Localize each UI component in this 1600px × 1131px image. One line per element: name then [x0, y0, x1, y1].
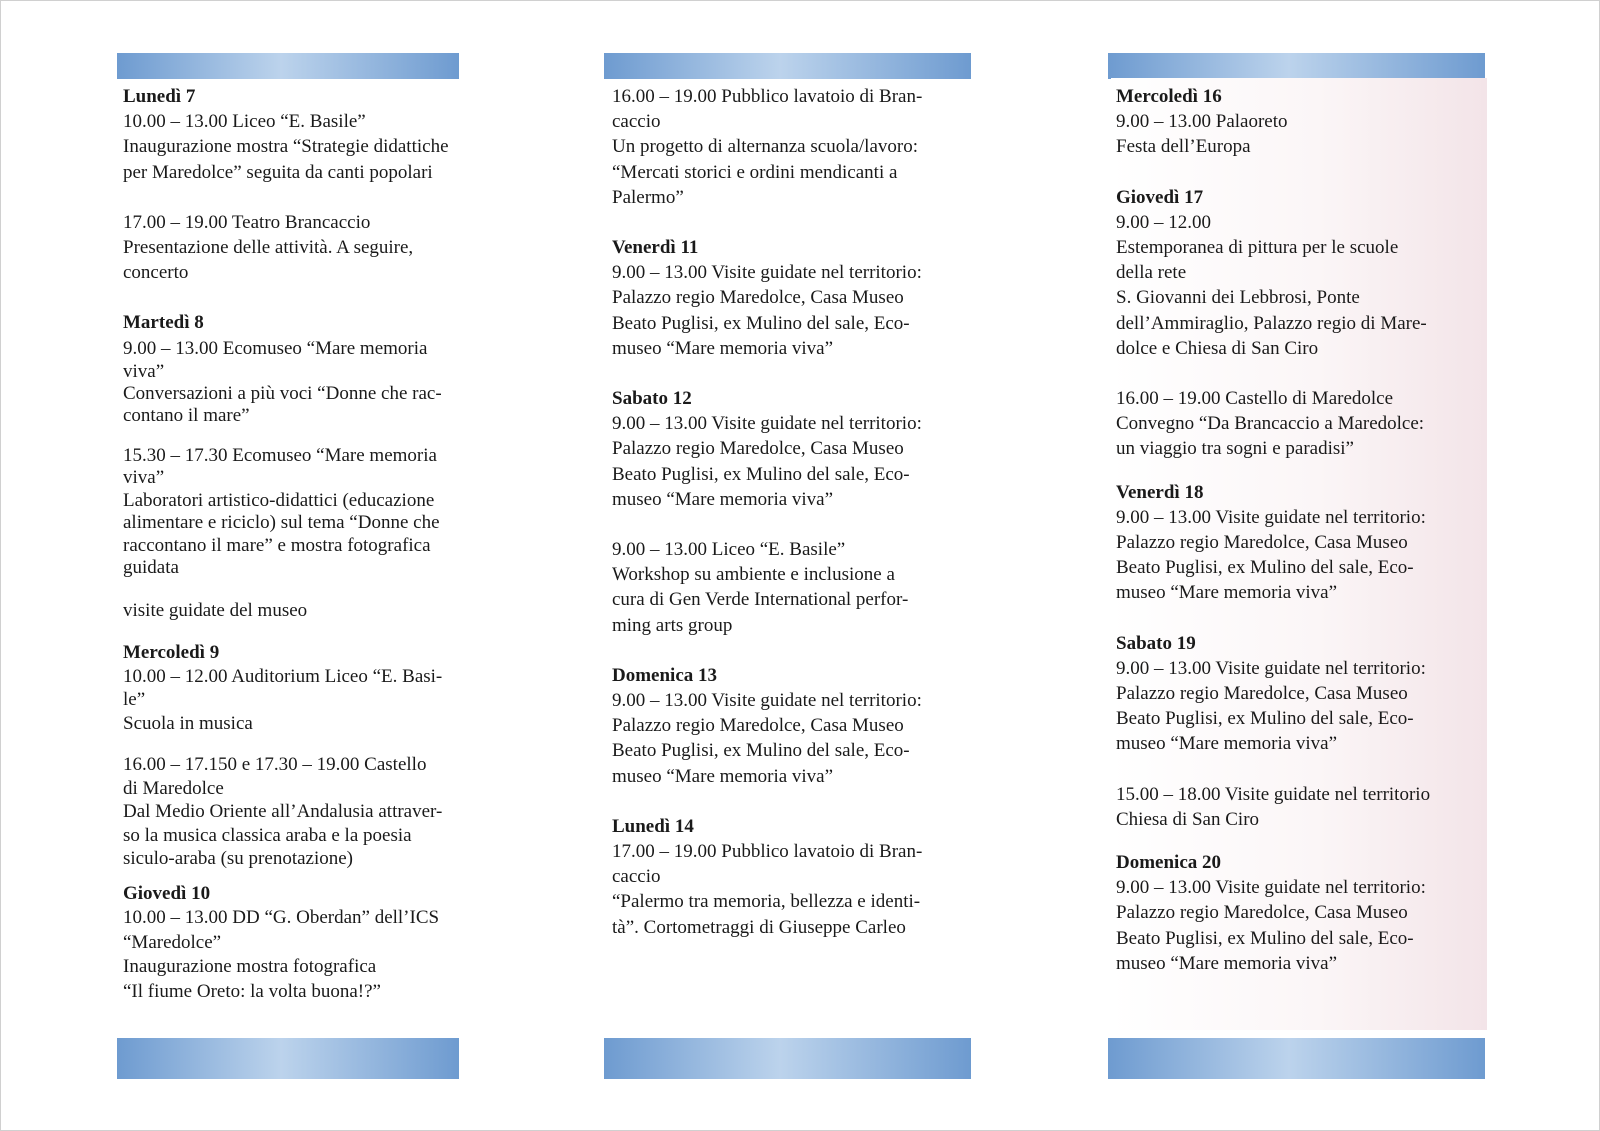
event-line: siculo-araba (su prenotazione) — [123, 848, 354, 870]
event-block — [123, 84, 463, 185]
event-line: raccontano il mare” e mostra fotografica — [123, 534, 431, 556]
event-line: Laboratori artistico-didattici (educazione — [123, 489, 435, 511]
column-2-top-bar — [604, 53, 971, 79]
event-block — [123, 882, 463, 1005]
event-line: 9.00 – 13.00 Visite guidate nel territorio: — [612, 413, 922, 435]
event-block — [1116, 782, 1476, 832]
event-block — [1116, 386, 1476, 462]
day-heading: Mercoledì 9 — [123, 642, 220, 664]
event-line: caccio — [612, 111, 661, 133]
event-block — [123, 210, 463, 286]
event-line: 16.00 – 19.00 Pubblico lavatoio di Bran- — [612, 86, 923, 107]
day-heading: Venerdì 11 — [612, 237, 699, 259]
day-heading: Lunedì 14 — [612, 815, 694, 837]
event-line: museo “Mare memoria viva” — [1116, 952, 1338, 974]
day-heading: Giovedì 10 — [123, 882, 211, 904]
event-block — [123, 445, 463, 580]
event-line: Palazzo regio Maredolce, Casa Museo — [612, 438, 904, 460]
event-line: 9.00 – 12.00 — [1116, 211, 1211, 233]
event-block — [1116, 850, 1476, 976]
column-3-bottom-bar — [1108, 1038, 1485, 1079]
event-line: Palazzo regio Maredolce, Casa Museo — [612, 715, 904, 737]
event-line: Inaugurazione mostra fotografica — [123, 956, 377, 978]
event-block — [1116, 631, 1476, 757]
event-line: Convegno “Da Brancaccio a Maredolce: — [1116, 413, 1425, 435]
event-line: museo “Mare memoria viva” — [612, 765, 834, 787]
event-block — [612, 386, 972, 512]
event-line: Conversazioni a più voci “Donne che rac- — [123, 382, 442, 404]
event-line: per Maredolce” seguita da canti popolari — [123, 161, 433, 183]
event-block — [612, 814, 972, 940]
event-line: Scuola in musica — [123, 712, 253, 734]
event-line: cura di Gen Verde International perfor- — [612, 589, 909, 611]
event-line: 17.00 – 19.00 Pubblico lavatoio di Bran- — [612, 841, 923, 863]
event-line: dell’Ammiraglio, Palazzo regio di Mare- — [1116, 312, 1427, 334]
column-3-top-bar — [1108, 53, 1485, 79]
event-line: museo “Mare memoria viva” — [1116, 582, 1338, 604]
event-line: guidata — [123, 557, 179, 579]
event-line: Beato Puglisi, ex Mulino del sale, Eco- — [1116, 927, 1414, 949]
event-line: dolce e Chiesa di San Ciro — [1116, 337, 1319, 359]
day-heading: Sabato 12 — [612, 388, 692, 410]
event-line: 10.00 – 12.00 Auditorium Liceo “E. Basi- — [123, 665, 443, 687]
event-line: “Maredolce” — [123, 931, 222, 953]
event-block — [123, 598, 463, 623]
event-line: S. Giovanni dei Lebbrosi, Ponte — [1116, 287, 1360, 309]
event-line: Palermo” — [612, 186, 684, 208]
day-heading: Giovedì 17 — [1116, 186, 1204, 208]
event-line: 9.00 – 13.00 Visite guidate nel territorio: — [1116, 506, 1426, 528]
event-line: Palazzo regio Maredolce, Casa Museo — [1116, 532, 1408, 554]
event-line: le” — [123, 689, 146, 711]
day-heading: Sabato 19 — [1116, 632, 1196, 654]
event-line: viva” — [123, 360, 165, 382]
event-line: viva” — [123, 467, 165, 489]
event-line: 9.00 – 13.00 Palaoreto — [1116, 111, 1288, 133]
event-line: 15.00 – 18.00 Visite guidate nel territorio — [1116, 783, 1431, 805]
day-heading: Venerdì 18 — [1116, 481, 1204, 503]
event-line: “Palermo tra memoria, bellezza e identi- — [612, 891, 921, 913]
event-line: Estemporanea di pittura per le scuole — [1116, 237, 1399, 259]
event-line: concerto — [123, 262, 189, 284]
event-line: so la musica classica araba e la poesia — [123, 824, 412, 846]
event-line: visite guidate del museo — [123, 599, 308, 621]
event-block — [612, 235, 972, 361]
event-block — [1116, 185, 1476, 361]
event-line: un viaggio tra sogni e paradisi” — [1116, 438, 1354, 460]
event-line: 15.30 – 17.30 Ecomuseo “Mare memoria — [123, 444, 437, 466]
day-heading: Lunedì 7 — [123, 86, 196, 107]
event-line: ming arts group — [612, 614, 733, 636]
event-line: 16.00 – 17.150 e 17.30 – 19.00 Castello — [123, 754, 427, 776]
event-line: di Maredolce — [123, 777, 224, 799]
schedule-column-2 — [612, 84, 972, 965]
day-heading: Domenica 20 — [1116, 852, 1222, 874]
day-heading: Mercoledì 16 — [1116, 86, 1222, 107]
event-block — [1116, 84, 1476, 160]
event-line: museo “Mare memoria viva” — [612, 488, 834, 510]
event-line: 9.00 – 13.00 Ecomuseo “Mare memoria — [123, 337, 428, 359]
column-1-top-bar — [117, 53, 459, 79]
event-line: 9.00 – 13.00 Visite guidate nel territorio: — [1116, 657, 1426, 679]
event-line: Festa dell’Europa — [1116, 136, 1251, 158]
column-1-bottom-bar — [117, 1038, 459, 1079]
event-line: Palazzo regio Maredolce, Casa Museo — [612, 287, 904, 309]
event-block — [612, 537, 972, 638]
event-line: 9.00 – 13.00 Visite guidate nel territorio: — [612, 690, 922, 712]
column-2-bottom-bar — [604, 1038, 971, 1079]
event-line: Un progetto di alternanza scuola/lavoro: — [612, 136, 919, 158]
event-line: Chiesa di San Ciro — [1116, 808, 1260, 830]
event-line: Beato Puglisi, ex Mulino del sale, Eco- — [612, 312, 910, 334]
event-line: 9.00 – 13.00 Visite guidate nel territorio: — [1116, 877, 1426, 899]
event-line: museo “Mare memoria viva” — [1116, 733, 1338, 755]
event-line: “Mercati storici e ordini mendicanti a — [612, 161, 898, 183]
day-heading: Martedì 8 — [123, 312, 204, 334]
event-line: 16.00 – 19.00 Castello di Maredolce — [1116, 388, 1394, 410]
event-line: 9.00 – 13.00 Liceo “E. Basile” — [612, 539, 846, 561]
event-line: Beato Puglisi, ex Mulino del sale, Eco- — [1116, 557, 1414, 579]
event-line: Beato Puglisi, ex Mulino del sale, Eco- — [612, 463, 910, 485]
event-line: “Il fiume Oreto: la volta buona!?” — [123, 980, 381, 1002]
event-line: della rete — [1116, 262, 1187, 284]
event-line: Palazzo regio Maredolce, Casa Museo — [1116, 683, 1408, 705]
event-line: alimentare e riciclo) sul tema “Donne che — [123, 512, 440, 534]
event-line: tà”. Cortometraggi di Giuseppe Carleo — [612, 916, 906, 938]
event-line: museo “Mare memoria viva” — [612, 337, 834, 359]
event-line: Beato Puglisi, ex Mulino del sale, Eco- — [612, 740, 910, 762]
event-block — [612, 84, 972, 210]
event-line: Inaugurazione mostra “Strategie didattiche — [123, 136, 449, 158]
event-block — [123, 753, 463, 871]
event-line: Beato Puglisi, ex Mulino del sale, Eco- — [1116, 708, 1414, 730]
event-line: Dal Medio Oriente all’Andalusia attraver- — [123, 801, 443, 823]
schedule-column-3 — [1116, 84, 1476, 1001]
event-block — [612, 663, 972, 789]
event-line: 9.00 – 13.00 Visite guidate nel territorio: — [612, 262, 922, 284]
event-line: 10.00 – 13.00 Liceo “E. Basile” — [123, 111, 366, 133]
event-line: contano il mare” — [123, 404, 250, 426]
event-line: 17.00 – 19.00 Teatro Brancaccio — [123, 211, 371, 233]
event-line: caccio — [612, 866, 661, 888]
event-block — [1116, 480, 1476, 606]
event-line: Palazzo regio Maredolce, Casa Museo — [1116, 902, 1408, 924]
event-block — [123, 641, 463, 735]
event-line: 10.00 – 13.00 DD “G. Oberdan” dell’ICS — [123, 907, 440, 929]
day-heading: Domenica 13 — [612, 664, 718, 686]
event-line: Workshop su ambiente e inclusione a — [612, 564, 895, 586]
event-line: Presentazione delle attività. A seguire, — [123, 237, 414, 259]
schedule-column-1 — [123, 84, 463, 1029]
event-block — [123, 310, 463, 426]
